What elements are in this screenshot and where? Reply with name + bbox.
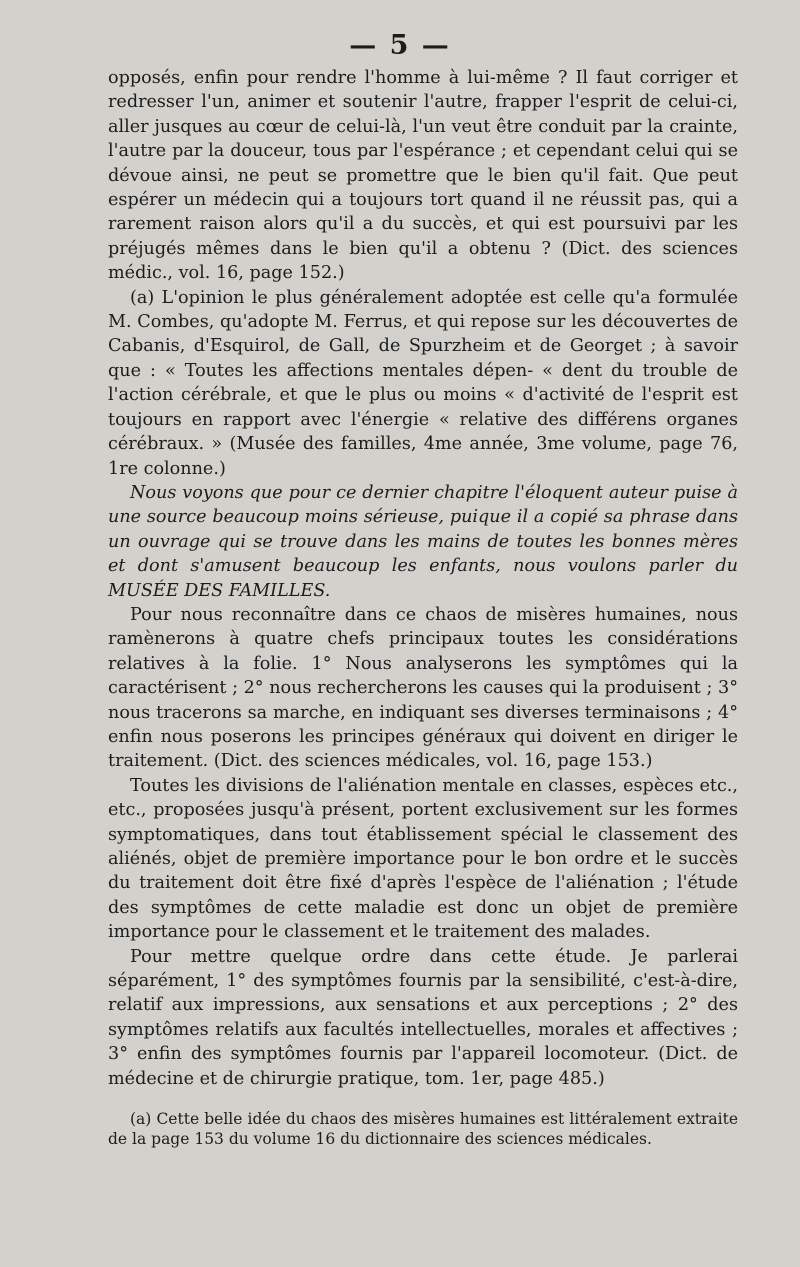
paragraph-4: Pour nous reconnaître dans ce chaos de misères humaines, nous ramènerons à quatre chefs principaux toutes les considérations relatives à la folie. 1° Nous analyserons les symptômes qui la caractérisent ; 2° nous rechercherons les causes qui la produisent ; 3° nous tracerons sa marche, en indiquant ses diverses terminaisons ; 4° enfin nous poserons les principes généraux qui doivent en diriger le traitement. (Dict. des sciences médicales, vol. 16, page 153.): [108, 604, 738, 772]
page-number: — 5 —: [349, 30, 451, 61]
footnote: (a) Cette belle idée du chaos des misères humaines est littéralement extraite de la page 153 du volume 16 du dictionnaire des sciences médicales.: [108, 1110, 738, 1149]
paragraph-2: (a) L'opinion le plus généralement adoptée est celle qu'a formulée M. Combes, qu'adopte M. Ferrus, et qui repose sur les découvertes de Cabanis, d'Esquirol, de Gall, de Spurzheim et de Georget ; à savoir que : « Toutes les affections mentales dépen- « dent du trouble de l'action cérébrale, et que le plus ou moins « d'activité de l'esprit est toujours en rapport avec l'énergie « relative des différens organes cérébraux. » (Musée des familles, 4me année, 3me volume, page 76, 1re colonne.): [108, 287, 738, 479]
paragraph-5: Toutes les divisions de l'aliénation mentale en classes, espèces etc., etc., proposées jusqu'à présent, portent exclusivement sur les formes symptomatiques, dans tout établissement spécial le classement des aliénés, objet de première importance pour le bon ordre et le succès du traitement doit être fixé d'après l'espèce de l'aliénation ; l'étude des symptômes de cette maladie est donc un objet de première importance pour le classement et le traitement des malades.: [108, 775, 738, 943]
paragraph-3-commentary: Nous voyons que pour ce dernier chapitre l'éloquent auteur puise à une source beaucoup moins sérieuse, puique il a copié sa phrase dans un ouvrage qui se trouve dans les mains de toutes les bonnes mères et dont s'amusent beaucoup les enfants, nous voulons parler du MUSÉE DES FAMILLES.: [108, 482, 738, 601]
paragraph-1: opposés, enfin pour rendre l'homme à lui-même ? Il faut corriger et redresser l'un, animer et soutenir l'autre, frapper l'esprit de celui-ci, aller jusques au cœur de celui-là, l'un veut être conduit par la crainte, l'autre par la douceur, tous par l'espérance ; et cependant celui qui se dévoue ainsi, ne peut se promettre que le bien qu'il fait. Que peut espérer un médecin qui a toujours tort quand il ne réussit pas, qui a rarement raison alors qu'il a du succès, et qui est poursuivi par les préjugés mêmes dans le bien qu'il a obtenu ? (Dict. des sciences médic., vol. 16, page 152.): [108, 68, 738, 284]
paragraph-6: Pour mettre quelque ordre dans cette étude. Je parlerai séparément, 1° des symptômes fournis par la sensibilité, c'est-à-dire, relatif aux impressions, aux sensations et aux perceptions ; 2° des symptômes relatifs aux facultés intellectuelles, morales et affectives ; 3° enfin des symptômes fournis par l'appareil locomoteur. (Dict. de médecine et de chirurgie pratique, tom. 1er, page 485.): [108, 946, 738, 1089]
